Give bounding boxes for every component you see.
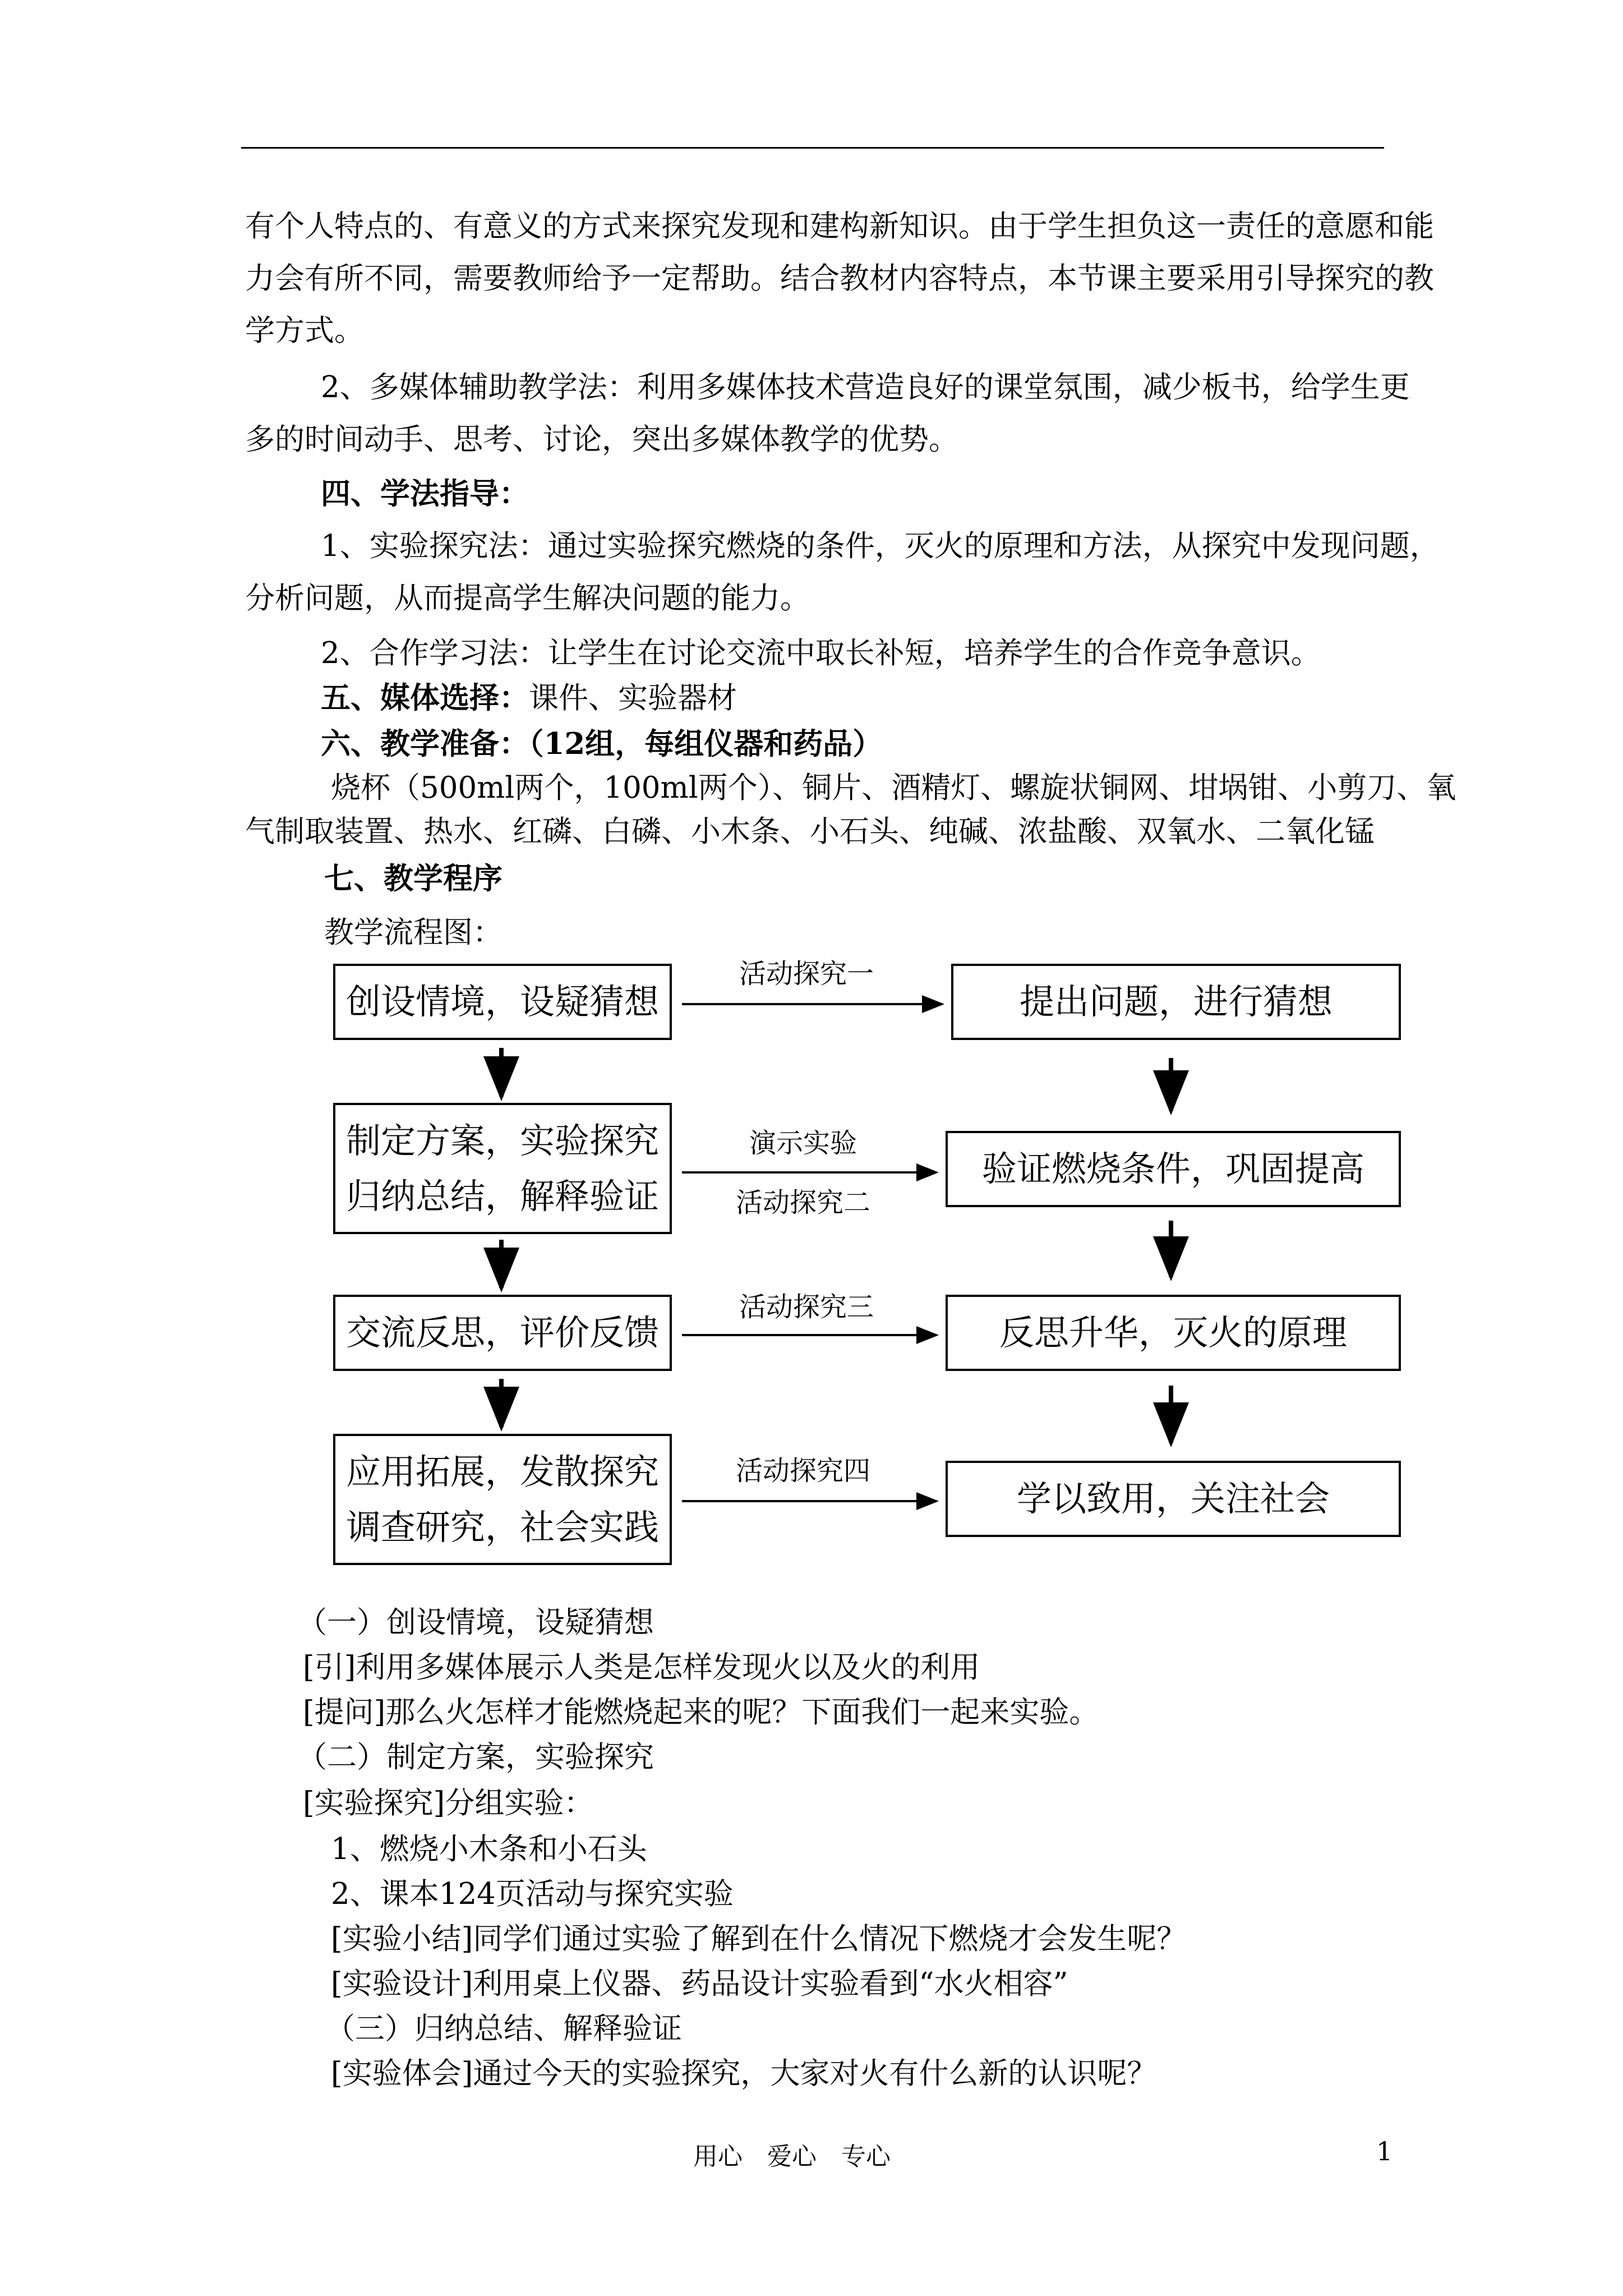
step-line-3: [提问]那么火怎样才能燃烧起来的呢？下面我们一起来实验。: [303, 1695, 1099, 1729]
step-line-9: [实验设计]利用桌上仪器、药品设计实验看到“水火相容”: [331, 1967, 1068, 2001]
flow-box-right-2-text: 验证燃烧条件，巩固提高: [981, 1148, 1364, 1190]
flow-box-right-4: [946, 1461, 1401, 1537]
method-item-2-line-2: 多的时间动手、思考、讨论，突出多媒体教学的优势。: [245, 422, 958, 457]
step-line-6: 1、燃烧小木条和小石头: [331, 1832, 647, 1866]
step-line-1: （一）创设情境，设疑猜想: [297, 1605, 654, 1640]
flow-box-left-1-text: 创设情境，设疑猜想: [345, 981, 659, 1023]
page-number: 1: [1376, 2136, 1393, 2166]
flow-box-left-2-line-1: 制定方案，实验探究: [345, 1120, 659, 1161]
flow-box-right-1: [951, 964, 1401, 1040]
step-line-2: [引]利用多媒体展示人类是怎样发现火以及火的利用: [303, 1650, 980, 1685]
flow-box-right-4-text: 学以致用，关注社会: [1016, 1478, 1330, 1520]
section-7-heading: 七、教学程序: [324, 861, 502, 896]
flow-box-right-1-text: 提出问题，进行猜想: [1019, 981, 1332, 1023]
arrow-label-3: 活动探究三: [739, 1291, 874, 1323]
step-line-8: [实验小结]同学们通过实验了解到在什么情况下燃烧才会发生呢？: [331, 1922, 1187, 1956]
section-4-heading: 四、学法指导：: [321, 476, 529, 511]
intro-line-1: 有个人特点的、有意义的方式来探究发现和建构新知识。由于学生担负这一责任的意愿和能: [245, 209, 1434, 243]
flow-box-left-4: [333, 1434, 672, 1565]
flow-box-right-3-text: 反思升华，灭火的原理: [999, 1312, 1347, 1354]
flow-box-right-2: [946, 1131, 1401, 1207]
section-5-heading: 五、媒体选择：: [321, 680, 529, 715]
arrow-label-2-below: 活动探究二: [736, 1187, 871, 1218]
arrow-label-1: 活动探究一: [739, 958, 874, 990]
intro-line-2: 力会有所不同，需要教师给予一定帮助。结合教材内容特点，本节课主要采用引导探究的教: [245, 261, 1434, 296]
flow-box-left-4-line-2: 调查研究，社会实践: [345, 1507, 659, 1548]
step-line-7: 2、课本124页活动与探究实验: [331, 1877, 734, 1911]
study-item-1-line-1: 1、实验探究法：通过实验探究燃烧的条件，灭火的原理和方法，从探究中发现问题，: [321, 529, 1440, 563]
method-item-2-line-1: 2、多媒体辅助教学法：利用多媒体技术营造良好的课堂氛围，减少板书，给学生更: [321, 370, 1410, 404]
step-line-10: （三）归纳总结、解释验证: [325, 2012, 682, 2046]
study-item-1-line-2: 分析问题，从而提高学生解决问题的能力。: [245, 581, 810, 615]
step-line-11: [实验体会]通过今天的实验探究，大家对火有什么新的认识呢？: [331, 2056, 1157, 2091]
flow-box-left-1: [333, 964, 672, 1040]
flow-box-left-4-line-1: 应用拓展，发散探究: [345, 1451, 659, 1492]
flowchart-title: 教学流程图：: [324, 915, 502, 950]
materials-line-2: 气制取装置、热水、红磷、白磷、小木条、小石头、纯碱、浓盐酸、双氧水、二氧化锰: [245, 815, 1375, 849]
section-6-heading: 六、教学准备：（12组，每组仪器和药品）: [321, 726, 883, 761]
step-line-4: （二）制定方案，实验探究: [297, 1740, 654, 1774]
section-5-text: 课件、实验器材: [529, 681, 737, 715]
flow-box-right-3: [946, 1295, 1401, 1371]
flow-box-left-3: [333, 1295, 672, 1371]
flow-box-left-2: [333, 1103, 672, 1234]
intro-line-3: 学方式。: [245, 314, 364, 348]
flow-box-left-3-text: 交流反思，评价反馈: [345, 1312, 659, 1354]
arrow-label-4: 活动探究四: [736, 1455, 871, 1487]
step-line-5: [实验探究]分组实验：: [303, 1786, 594, 1820]
arrow-label-2-above: 演示实验: [749, 1128, 857, 1159]
footer-motto: 用心 爱心 专心: [693, 2142, 891, 2171]
materials-line-1: 烧杯（500ml两个，100ml两个）、铜片、酒精灯、螺旋状铜网、坩埚钳、小剪刀、氧: [331, 771, 1456, 805]
study-item-2: 2、合作学习法：让学生在讨论交流中取长补短，培养学生的合作竞争意识。: [321, 636, 1321, 670]
flow-box-left-2-line-2: 归纳总结，解释验证: [345, 1176, 659, 1217]
